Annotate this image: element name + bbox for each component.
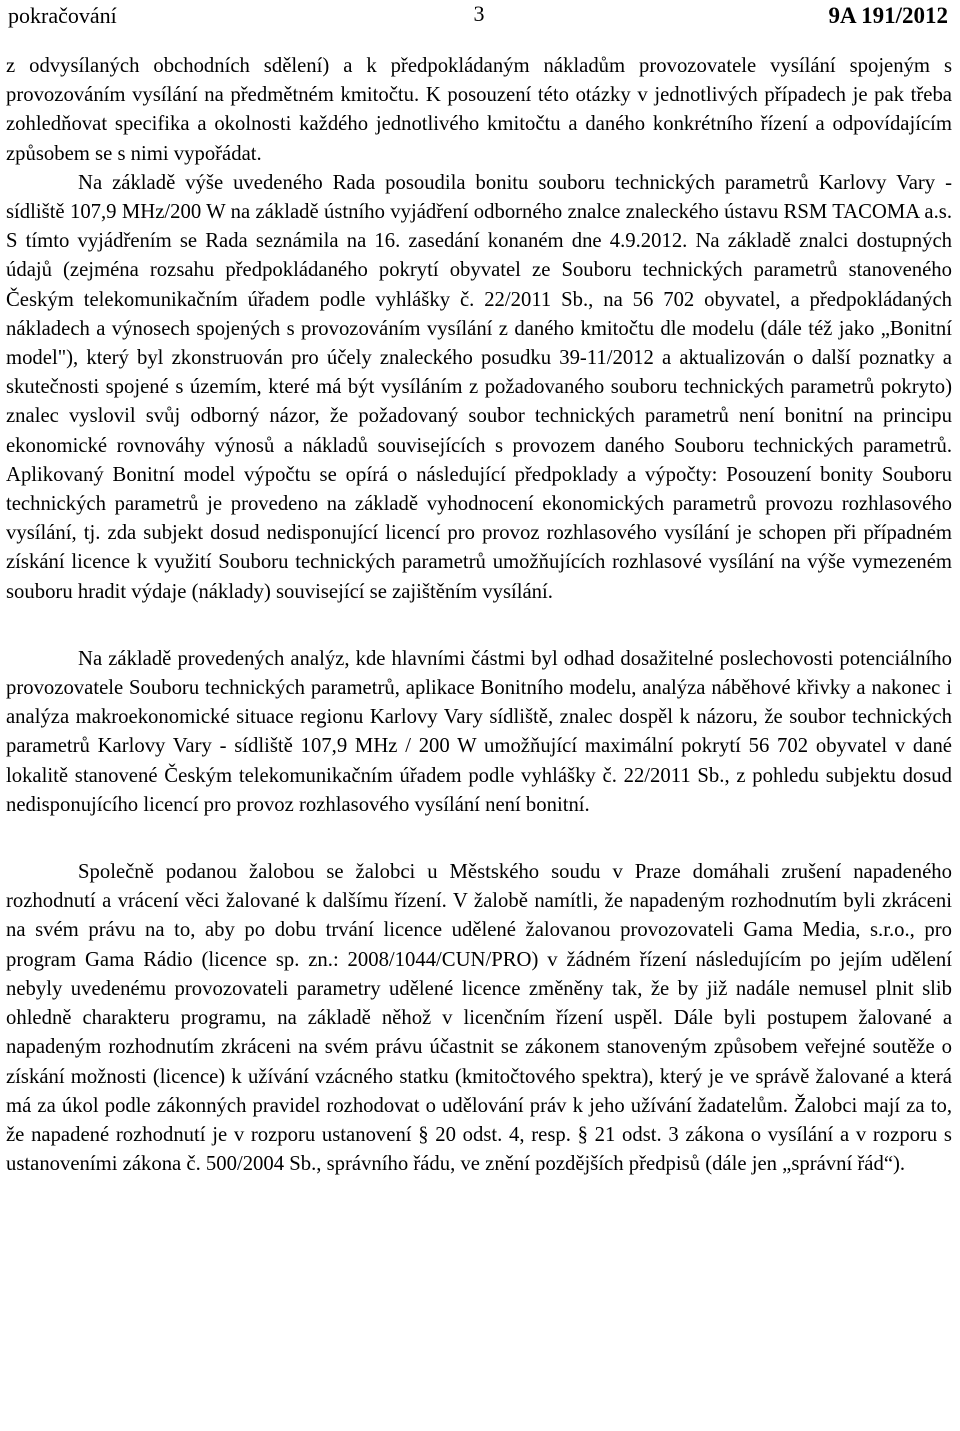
- page-header: [6, 0, 952, 52]
- document-body: [6, 52, 952, 1179]
- header-page-number: 3: [473, 1, 485, 26]
- paragraph-analysis-conclusion: Na základě provedených analýz, kde hlavními částmi byl odhad dosažitelné poslechovosti potenciálního provozovatele Souboru technických parametrů, aplikace Bonitního modelu, analýza náběhové křivky a nakonec i analýza makroekonomické situace regionu Karlovy Vary sídliště, znalec dospěl k názoru, že soubor technických parametrů Karlovy Vary - sídliště 107,9 MHz / 200 W umožňující maximální pokrytí 56 702 obyvatel v dané lokalitě stanovené Českým telekomunikačním úřadem podle vyhlášky č. 22/2011 Sb., z pohledu subjektu dosud nedisponujícího licencí pro provoz rozhlasového vysílání není bonitní.: [6, 647, 952, 816]
- paragraph-continuation: z odvysílaných obchodních sdělení) a k předpokládaným nákladům provozovatele vysílání spojeným s provozováním vysílání na předmětném kmitočtu. K posouzení této otázky v jednotlivých případech je pak třeba zohledňovat specifika a okolnosti každého jednotlivého kmitočtu a daného konkrétního řízení a odpovídajícím způsobem se s nimi vypořádat.: [6, 55, 952, 165]
- header-continuation-label: pokračování: [8, 3, 117, 28]
- paragraph-gap: [6, 607, 952, 645]
- header-case-number: 9A 191/2012: [828, 3, 948, 28]
- paragraph-lawsuit: Společně podanou žalobou se žalobci u Městského soudu v Praze domáhali zrušení napadeného rozhodnutí a vrácení věci žalované k dalšímu řízení. V žalobě namítli, že napadeným rozhodnutím byli zkráceni na svém právu na to, aby po dobu trvání licence udělené žalovanou provozovateli Gama Media, s.r.o., pro program Gama Rádio (licence sp. zn.: 2008/1044/CUN/PRO) v žádném řízení následujícím po jejím udělení nebyly uvedenému provozovateli parametry udělené licence změněny tak, že by již nadále nemusel plnit slib ohledně charakteru programu, na základě něhož v licenčním řízení uspěl. Dále byli postupem žalované a napadeným rozhodnutím zkráceni na svém právu účastnit se zákonem stanoveným způsobem veřejné soutěže o získání možnosti (licence) k užívání vzácného statku (kmitočtového spektra), který je ve správě žalované a která má za úkol podle zákonných pravidel rozhodovat o udělování práv k jeho užívání žadatelům. Žalobci mají za to, že napadené rozhodnutí je v rozporu ustanovení § 20 odst. 4, resp. § 21 odst. 3 zákona o vysílání a v rozporu s ustanoveními zákona č. 500/2004 Sb., správního řádu, ve znění pozdějších předpisů (dále jen „správní řád“).: [6, 861, 952, 1176]
- paragraph-bonita-assessment: Na základě výše uvedeného Rada posoudila bonitu souboru technických parametrů Karlovy Vary - sídliště 107,9 MHz/200 W na základě ústního vyjádření odborného znalce znaleckého ústavu RSM TACOMA a.s. S tímto vyjádřením se Rada seznámila na 16. zasedání konaném dne 4.9.2012. Na základě znalci dostupných údajů (zejména rozsahu předpokládaného pokrytí obyvatel ze Souboru technických parametrů stanoveného Českým telekomunikačním úřadem podle vyhlášky č. 22/2011 Sb., na 56 702 obyvatel, a předpokládaných nákladech a výnosech spojených s provozováním vysílání z daného kmitočtu dle modelu (dále též jako „Bonitní model"), který byl zkonstruován pro účely znaleckého posudku 39-11/2012 a aktualizován o další poznatky a skutečnosti spojené s územím, které má být vysíláním z požadovaného souboru technických parametrů pokryto) znalec vyslovil svůj odborný názor, že požadovaný soubor technických parametrů není bonitní na principu ekonomické rovnováhy výnosů a nákladů souvisejících s provozem daného Souboru technických parametrů. Aplikovaný Bonitní model výpočtu se opírá o následující předpoklady a výpočty: Posouzení bonity Souboru technických parametrů je provedeno na základě vyhodnocení ekonomických parametrů provozu rozhlasového vysílání, tj. zda subjekt dosud nedisponující licencí pro provoz rozhlasového vysílání je schopen při případném získání licence k využití Souboru technických parametrů umožňujících rozhlasové vysílání na výše vymezeném souboru hradit výdaje (náklady) související se zajištěním vysílání.: [6, 171, 952, 603]
- paragraph-gap: [6, 820, 952, 858]
